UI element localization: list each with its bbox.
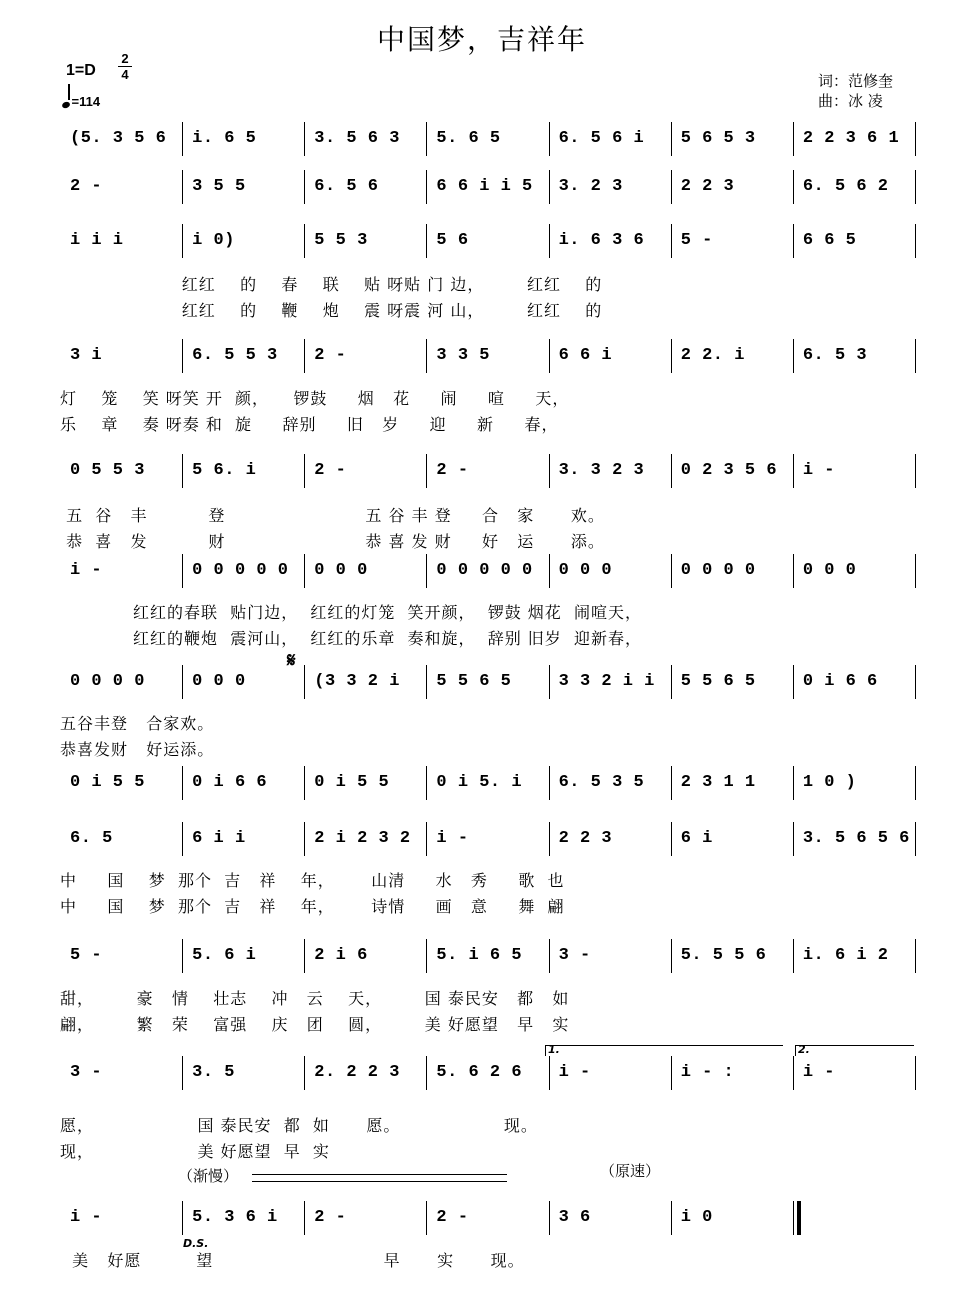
measure: 6. 5 xyxy=(70,829,113,848)
barline xyxy=(915,122,916,156)
measure: 3 3 5 xyxy=(436,346,490,365)
measure: 0 5 5 3 xyxy=(70,461,145,480)
measure: 1 0 ) xyxy=(802,773,857,792)
barline xyxy=(915,665,916,699)
measure: 5 - xyxy=(70,946,103,965)
measure: 5. i 6 5 xyxy=(436,946,523,965)
measure: 6. 5 3 5 xyxy=(558,773,645,792)
barline xyxy=(915,170,916,204)
barline xyxy=(549,1056,550,1090)
music-system xyxy=(60,450,915,492)
lyric-line: 现， 美 好愿望 早 实 xyxy=(60,1142,330,1161)
barline xyxy=(671,339,672,373)
barline xyxy=(426,1056,427,1090)
lyric-line: 恭喜发财 好运添。 xyxy=(60,740,215,759)
measure: 5. 6 2 6 xyxy=(436,1063,523,1082)
barline xyxy=(182,766,183,800)
measure: 0 i 5. i xyxy=(436,773,523,792)
measure: 0 i 6 6 xyxy=(802,672,878,691)
barline xyxy=(793,224,794,258)
barline xyxy=(182,1201,183,1235)
ritardando-line xyxy=(252,1174,507,1182)
barline xyxy=(549,122,550,156)
barline xyxy=(671,1056,672,1090)
barline xyxy=(671,766,672,800)
lyric-line: 中 国 梦 那个 吉 祥 年， 山清 水 秀 歌 也 xyxy=(60,871,565,890)
measure: 5 5 6 5 xyxy=(436,672,512,691)
music-system xyxy=(60,1197,915,1239)
measure: 5. 3 6 i xyxy=(192,1208,278,1227)
music-system xyxy=(60,935,915,977)
barline xyxy=(182,122,183,156)
barline xyxy=(549,665,550,699)
music-system xyxy=(60,661,915,703)
quarter-note-icon xyxy=(61,101,71,109)
measure: 5 6. i xyxy=(192,461,257,480)
barline xyxy=(915,822,916,856)
music-system xyxy=(60,818,915,860)
measure: 2 2. i xyxy=(680,346,745,365)
barline xyxy=(793,822,794,856)
measure: 5. 6 i xyxy=(192,946,257,965)
measure: 2 i 6 xyxy=(314,946,368,965)
barline xyxy=(304,122,305,156)
barline xyxy=(182,224,183,258)
barline xyxy=(915,224,916,258)
barline xyxy=(671,454,672,488)
volta-1-bracket xyxy=(545,1045,783,1056)
barline xyxy=(304,1201,305,1235)
barline xyxy=(915,939,916,973)
measure: 0 i 5 5 xyxy=(314,773,390,792)
measure: 6. 5 6 2 xyxy=(802,177,889,196)
measure: 3 3 2 i i xyxy=(558,672,655,691)
barline xyxy=(304,170,305,204)
composer-credit: 曲：冰 凌 xyxy=(818,92,883,110)
measure: 3 i xyxy=(70,346,103,365)
measure: i - xyxy=(436,829,469,848)
barline xyxy=(915,1056,916,1090)
barline xyxy=(671,224,672,258)
barline xyxy=(671,554,672,588)
measure: 2 i 2 3 2 xyxy=(314,829,411,848)
tempo-value: =114 xyxy=(71,94,101,109)
measure: 0 i 6 6 xyxy=(192,773,268,792)
barline xyxy=(426,224,427,258)
measure: 0 0 0 0 xyxy=(680,561,756,580)
measure: (3 3 2 i xyxy=(314,672,400,691)
barline xyxy=(915,339,916,373)
measure: 5 5 3 xyxy=(314,231,368,250)
measure: i - xyxy=(558,1063,591,1082)
a-tempo-mark: （原速） xyxy=(600,1162,661,1180)
barline xyxy=(671,1201,672,1235)
measure: 3. 5 6 3 xyxy=(314,129,400,148)
lyric-line: 甜， 豪 情 壮志 冲 云 天， 国 泰民安 都 如 xyxy=(60,989,570,1008)
measure: 3. 2 3 xyxy=(558,177,623,196)
barline xyxy=(304,554,305,588)
barline xyxy=(549,554,550,588)
barline xyxy=(549,170,550,204)
barline xyxy=(671,122,672,156)
barline xyxy=(549,339,550,373)
measure: 5 6 5 3 xyxy=(680,129,756,148)
measure: 6. 5 3 xyxy=(802,346,868,365)
measure: 0 0 0 0 xyxy=(70,672,145,691)
music-system xyxy=(60,550,915,592)
measure: 0 i 5 5 xyxy=(70,773,145,792)
barline xyxy=(793,1056,794,1090)
barline xyxy=(304,224,305,258)
barline xyxy=(793,665,794,699)
barline xyxy=(426,1201,427,1235)
lyricist-credit: 词：范修奎 xyxy=(818,72,894,90)
measure: 2. 2 2 3 xyxy=(314,1063,400,1082)
time-signature xyxy=(118,52,132,81)
volta-2-bracket xyxy=(795,1045,914,1056)
tempo-marking xyxy=(62,90,100,109)
lyric-line: 恭 喜 发 财 恭 喜 发 财 好 运 添。 xyxy=(60,532,605,551)
barline xyxy=(182,170,183,204)
measure: 6. 5 5 3 xyxy=(192,346,278,365)
barline xyxy=(304,766,305,800)
measure: 5. 5 5 6 xyxy=(680,946,767,965)
measure: i i i xyxy=(70,231,124,250)
measure: 2 3 1 1 xyxy=(680,773,756,792)
barline xyxy=(182,822,183,856)
measure: 2 - xyxy=(70,177,103,196)
measure: 3. 5 6 5 6 xyxy=(802,829,910,848)
barline xyxy=(426,122,427,156)
measure: i - xyxy=(802,1063,835,1082)
barline xyxy=(304,939,305,973)
page-title: 中国梦，吉祥年 xyxy=(376,23,587,56)
music-system xyxy=(60,220,915,262)
dal-segno-mark: D.S. xyxy=(183,1237,209,1250)
lyric-line: 乐 章 奏 呀奏 和 旋 辞别 旧 岁 迎 新 春， xyxy=(60,415,559,434)
music-system xyxy=(60,118,915,160)
measure: 6 i xyxy=(680,829,713,848)
barline xyxy=(426,454,427,488)
measure: 2 - xyxy=(314,1208,347,1227)
measure: i. 6 3 6 xyxy=(558,231,645,250)
lyric-line: 红红的鞭炮 震河山， 红红的乐章 奏和旋， 辞别 旧岁 迎新春， xyxy=(60,629,642,648)
barline xyxy=(426,170,427,204)
measure: 0 2 3 5 6 xyxy=(680,461,778,480)
barline xyxy=(793,339,794,373)
lyric-line: 红红 的 春 联 贴 呀贴 门 边， 红红 的 xyxy=(60,275,603,294)
segno-icon: 𝄋 xyxy=(287,650,296,672)
measure: 2 2 3 xyxy=(558,829,613,848)
measure: 2 - xyxy=(436,1208,469,1227)
music-system xyxy=(60,166,915,208)
barline xyxy=(182,339,183,373)
measure: 2 - xyxy=(314,461,347,480)
measure: 6. 5 6 i xyxy=(558,129,645,148)
barline xyxy=(304,339,305,373)
measure: 5 5 6 5 xyxy=(680,672,756,691)
measure: 0 0 0 0 0 xyxy=(192,561,289,580)
lyric-line: 红红的春联 贴门边， 红红的灯笼 笑开颜， 锣鼓 烟花 闹喧天， xyxy=(60,603,642,622)
measure: 6 i i xyxy=(192,829,246,848)
barline xyxy=(426,339,427,373)
measure: 2 2 3 6 1 xyxy=(802,129,900,148)
barline xyxy=(304,1056,305,1090)
barline xyxy=(426,822,427,856)
lyric-line: 五谷丰登 合家欢。 xyxy=(60,714,215,733)
barline xyxy=(426,939,427,973)
barline xyxy=(549,224,550,258)
barline xyxy=(182,1056,183,1090)
measure: 6 6 i i 5 xyxy=(436,177,533,196)
measure: 3 6 xyxy=(558,1208,591,1227)
barline xyxy=(671,170,672,204)
measure: i. 6 5 xyxy=(192,129,257,148)
volta-2-label: 2. xyxy=(798,1043,810,1056)
measure: 3. 3 2 3 xyxy=(558,461,645,480)
barline xyxy=(304,665,305,699)
barline xyxy=(549,822,550,856)
barline xyxy=(793,454,794,488)
measure: (5. 3 5 6 xyxy=(70,129,167,148)
barline xyxy=(793,554,794,588)
measure: 3. 5 xyxy=(192,1063,235,1082)
measure: 6 6 i xyxy=(558,346,613,365)
barline xyxy=(304,454,305,488)
measure: i - xyxy=(70,561,103,580)
barline xyxy=(915,554,916,588)
measure: i 0) xyxy=(192,231,235,250)
measure: 3 5 5 xyxy=(192,177,246,196)
lyric-line: 五 谷 丰 登 五 谷 丰 登 合 家 欢。 xyxy=(60,506,605,525)
lyric-line: 红红 的 鞭 炮 震 呀震 河 山， 红红 的 xyxy=(60,301,603,320)
measure: 0 0 0 xyxy=(192,672,246,691)
measure: 0 0 0 0 0 xyxy=(436,561,533,580)
measure: 2 - xyxy=(436,461,469,480)
barline xyxy=(182,454,183,488)
lyric-line: 灯 笼 笑 呀笑 开 颜， 锣鼓 烟 花 闹 喧 天， xyxy=(60,389,570,408)
lyric-line: 翩， 繁 荣 富强 庆 团 圆， 美 好愿望 早 实 xyxy=(60,1015,570,1034)
final-barline xyxy=(797,1201,801,1235)
lyric-line: 愿， 国 泰民安 都 如 愿。 现。 xyxy=(60,1116,538,1135)
measure: i - : xyxy=(680,1063,735,1082)
volta-1-label: 1. xyxy=(548,1043,560,1056)
measure: 5. 6 5 xyxy=(436,129,501,148)
barline xyxy=(671,822,672,856)
measure: 3 - xyxy=(558,946,591,965)
barline xyxy=(915,454,916,488)
measure: 3 - xyxy=(70,1063,103,1082)
measure: i - xyxy=(70,1208,103,1227)
meter-top: 2 xyxy=(121,51,129,66)
measure: 0 0 0 xyxy=(314,561,368,580)
measure: 5 - xyxy=(680,231,713,250)
barline xyxy=(793,1201,794,1235)
measure: 0 0 0 xyxy=(558,561,613,580)
barline xyxy=(793,766,794,800)
barline xyxy=(671,939,672,973)
measure: i - xyxy=(802,461,835,480)
measure: i 0 xyxy=(680,1208,713,1227)
measure: 6 6 5 xyxy=(802,231,857,250)
barline xyxy=(793,939,794,973)
measure: 2 2 3 xyxy=(680,177,735,196)
barline xyxy=(915,766,916,800)
barline xyxy=(549,939,550,973)
barline xyxy=(426,554,427,588)
ritardando-mark: （渐慢） xyxy=(178,1167,239,1185)
barline xyxy=(549,766,550,800)
barline xyxy=(549,1201,550,1235)
measure: 5 6 xyxy=(436,231,469,250)
music-system xyxy=(60,1052,915,1094)
barline xyxy=(549,454,550,488)
barline xyxy=(793,122,794,156)
measure: i. 6 i 2 xyxy=(802,946,889,965)
measure: 2 - xyxy=(314,346,347,365)
music-system xyxy=(60,335,915,377)
measure: 0 0 0 xyxy=(802,561,857,580)
barline xyxy=(671,665,672,699)
barline xyxy=(182,554,183,588)
music-system xyxy=(60,762,915,804)
barline xyxy=(182,939,183,973)
key-signature: 1=D xyxy=(66,62,96,79)
lyric-line: 美 好愿 望 早 实 现。 xyxy=(60,1251,525,1270)
barline xyxy=(793,170,794,204)
meter-bottom: 4 xyxy=(121,67,129,82)
lyric-line: 中 国 梦 那个 吉 祥 年， 诗情 画 意 舞 翩 xyxy=(60,897,565,916)
barline xyxy=(182,665,183,699)
barline xyxy=(304,822,305,856)
barline xyxy=(426,766,427,800)
measure: 6. 5 6 xyxy=(314,177,379,196)
barline xyxy=(426,665,427,699)
